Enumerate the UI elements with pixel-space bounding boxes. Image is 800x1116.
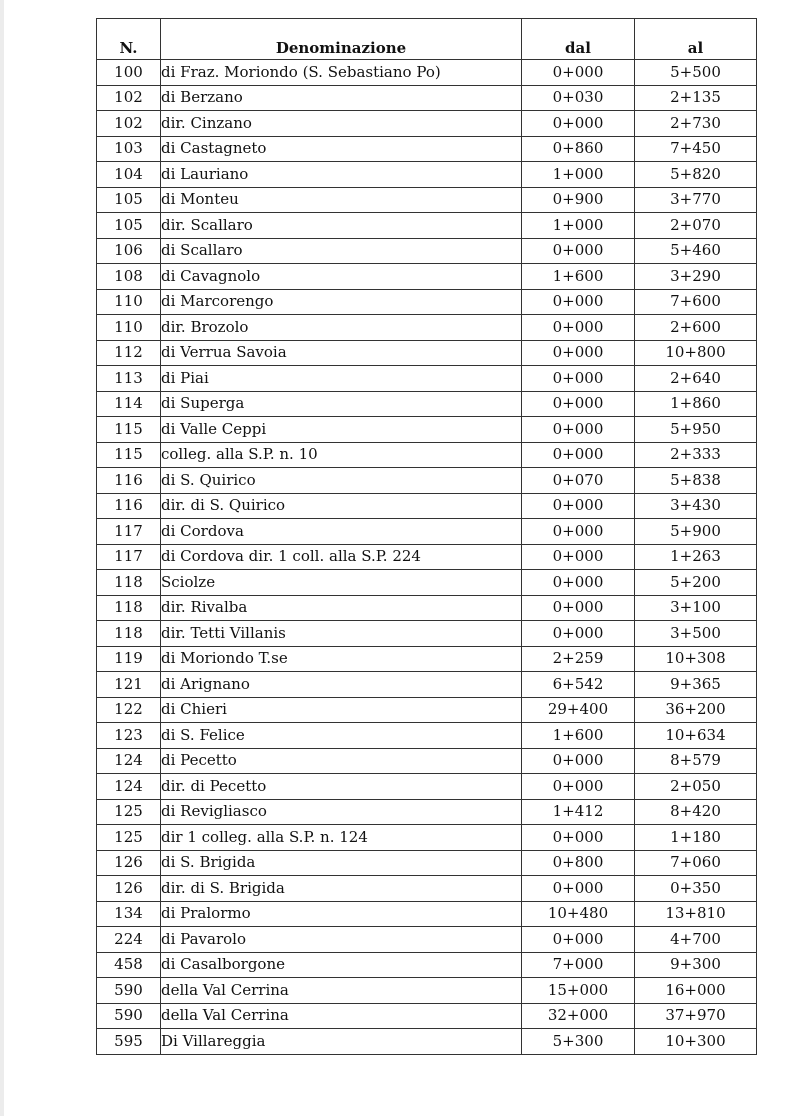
cell-name: dir. di Pecetto [161,774,522,800]
cell-dal: 1+600 [522,723,635,749]
cell-al: 10+300 [635,1029,757,1055]
cell-name: di Revigliasco [161,799,522,825]
table-row [97,136,757,162]
cell-num: 108 [97,264,161,290]
cell-num: 100 [97,60,161,86]
header-al: al [635,19,757,60]
cell-al: 1+860 [635,391,757,417]
cell-al: 5+200 [635,570,757,596]
cell-al: 2+050 [635,774,757,800]
cell-name: della Val Cerrina [161,1003,522,1029]
cell-name: dir. Scallaro [161,213,522,239]
cell-num: 114 [97,391,161,417]
header-row [97,19,757,60]
cell-name: colleg. alla S.P. n. 10 [161,442,522,468]
cell-dal: 0+000 [522,595,635,621]
cell-dal: 0+000 [522,570,635,596]
cell-name: dir. di S. Quirico [161,493,522,519]
cell-dal: 0+000 [522,825,635,851]
cell-name: di S. Felice [161,723,522,749]
cell-num: 126 [97,850,161,876]
cell-al: 8+579 [635,748,757,774]
cell-dal: 0+000 [522,927,635,953]
cell-al: 10+634 [635,723,757,749]
cell-dal: 2+259 [522,646,635,672]
cell-num: 590 [97,1003,161,1029]
cell-name: di Verrua Savoia [161,340,522,366]
table-row [97,111,757,137]
cell-name: di Pecetto [161,748,522,774]
cell-num: 458 [97,952,161,978]
table-row [97,340,757,366]
cell-num: 224 [97,927,161,953]
cell-dal: 0+000 [522,519,635,545]
cell-name: di Berzano [161,85,522,111]
cell-dal: 1+000 [522,162,635,188]
header-name: Denominazione [161,19,522,60]
cell-num: 110 [97,315,161,341]
cell-dal: 0+000 [522,621,635,647]
cell-al: 10+308 [635,646,757,672]
cell-name: di Moriondo T.se [161,646,522,672]
table-row [97,850,757,876]
cell-al: 5+900 [635,519,757,545]
table-row [97,391,757,417]
cell-name: Di Villareggia [161,1029,522,1055]
table-row [97,799,757,825]
cell-al: 3+100 [635,595,757,621]
cell-num: 115 [97,442,161,468]
table-row [97,264,757,290]
cell-al: 1+180 [635,825,757,851]
cell-name: di S. Quirico [161,468,522,494]
cell-al: 7+450 [635,136,757,162]
cell-dal: 0+070 [522,468,635,494]
cell-dal: 0+000 [522,289,635,315]
cell-al: 16+000 [635,978,757,1004]
cell-dal: 5+300 [522,1029,635,1055]
cell-dal: 0+000 [522,340,635,366]
cell-num: 122 [97,697,161,723]
roads-table [96,18,757,1055]
cell-name: di Scallaro [161,238,522,264]
cell-dal: 29+400 [522,697,635,723]
header-dal: dal [522,19,635,60]
cell-name: di Superga [161,391,522,417]
cell-dal: 0+000 [522,391,635,417]
cell-name: di Marcorengo [161,289,522,315]
table-row [97,748,757,774]
cell-num: 119 [97,646,161,672]
table-row [97,952,757,978]
table-row [97,646,757,672]
table-row [97,1003,757,1029]
cell-dal: 0+000 [522,111,635,137]
cell-al: 0+350 [635,876,757,902]
table-row [97,621,757,647]
cell-al: 7+600 [635,289,757,315]
cell-num: 118 [97,570,161,596]
cell-name: dir. Cinzano [161,111,522,137]
table-row [97,315,757,341]
cell-num: 105 [97,187,161,213]
table-row [97,723,757,749]
cell-al: 2+640 [635,366,757,392]
cell-al: 5+950 [635,417,757,443]
cell-name: dir 1 colleg. alla S.P. n. 124 [161,825,522,851]
cell-num: 123 [97,723,161,749]
cell-dal: 10+480 [522,901,635,927]
cell-name: di Castagneto [161,136,522,162]
table-row [97,238,757,264]
table-row [97,876,757,902]
table-row [97,774,757,800]
table-row [97,493,757,519]
cell-num: 110 [97,289,161,315]
cell-num: 116 [97,493,161,519]
cell-al: 10+800 [635,340,757,366]
cell-dal: 0+000 [522,442,635,468]
cell-num: 102 [97,85,161,111]
table-row [97,901,757,927]
table-row [97,289,757,315]
cell-al: 5+820 [635,162,757,188]
cell-dal: 0+000 [522,774,635,800]
cell-num: 117 [97,544,161,570]
cell-al: 3+770 [635,187,757,213]
cell-dal: 7+000 [522,952,635,978]
cell-dal: 1+600 [522,264,635,290]
table-body [97,60,757,1055]
cell-name: di Lauriano [161,162,522,188]
cell-al: 7+060 [635,850,757,876]
table-row [97,60,757,86]
table-row [97,442,757,468]
cell-name: di Cordova dir. 1 coll. alla S.P. 224 [161,544,522,570]
table-row [97,595,757,621]
cell-al: 5+838 [635,468,757,494]
cell-name: di Piai [161,366,522,392]
cell-dal: 1+000 [522,213,635,239]
cell-num: 124 [97,774,161,800]
cell-al: 13+810 [635,901,757,927]
cell-name: di Casalborgone [161,952,522,978]
table-row [97,672,757,698]
table-row [97,468,757,494]
cell-num: 590 [97,978,161,1004]
cell-name: dir. Rivalba [161,595,522,621]
cell-num: 104 [97,162,161,188]
cell-al: 1+263 [635,544,757,570]
cell-num: 113 [97,366,161,392]
cell-dal: 0+860 [522,136,635,162]
table-row [97,417,757,443]
cell-name: di Pavarolo [161,927,522,953]
cell-num: 117 [97,519,161,545]
cell-al: 5+500 [635,60,757,86]
cell-num: 106 [97,238,161,264]
table-row [97,187,757,213]
cell-name: Sciolze [161,570,522,596]
cell-num: 112 [97,340,161,366]
cell-dal: 15+000 [522,978,635,1004]
cell-num: 118 [97,595,161,621]
cell-dal: 0+800 [522,850,635,876]
cell-num: 116 [97,468,161,494]
cell-name: dir. Brozolo [161,315,522,341]
cell-al: 9+365 [635,672,757,698]
table-row [97,85,757,111]
cell-dal: 6+542 [522,672,635,698]
table-row [97,519,757,545]
table-row [97,697,757,723]
cell-dal: 32+000 [522,1003,635,1029]
table-row [97,978,757,1004]
cell-num: 118 [97,621,161,647]
cell-num: 103 [97,136,161,162]
cell-al: 2+600 [635,315,757,341]
cell-dal: 0+000 [522,366,635,392]
cell-name: di Pralormo [161,901,522,927]
cell-al: 37+970 [635,1003,757,1029]
cell-num: 126 [97,876,161,902]
cell-name: della Val Cerrina [161,978,522,1004]
cell-name: di Valle Ceppi [161,417,522,443]
header-num: N. [97,19,161,60]
table-row [97,570,757,596]
cell-al: 3+290 [635,264,757,290]
page-edge-shadow [0,0,4,1116]
table-row [97,1029,757,1055]
cell-dal: 0+000 [522,315,635,341]
table-row [97,366,757,392]
table-row [97,213,757,239]
cell-num: 125 [97,799,161,825]
cell-num: 125 [97,825,161,851]
cell-al: 2+333 [635,442,757,468]
cell-al: 3+430 [635,493,757,519]
cell-num: 121 [97,672,161,698]
cell-name: di Cordova [161,519,522,545]
cell-num: 105 [97,213,161,239]
cell-dal: 0+900 [522,187,635,213]
cell-num: 134 [97,901,161,927]
cell-name: di Fraz. Moriondo (S. Sebastiano Po) [161,60,522,86]
cell-num: 124 [97,748,161,774]
cell-al: 3+500 [635,621,757,647]
cell-al: 9+300 [635,952,757,978]
cell-dal: 0+000 [522,417,635,443]
cell-num: 595 [97,1029,161,1055]
table-row [97,825,757,851]
cell-dal: 0+000 [522,493,635,519]
table-row [97,544,757,570]
cell-al: 2+135 [635,85,757,111]
cell-name: di Chieri [161,697,522,723]
cell-dal: 0+000 [522,748,635,774]
table-row [97,162,757,188]
cell-name: dir. Tetti Villanis [161,621,522,647]
cell-name: di Arignano [161,672,522,698]
cell-al: 36+200 [635,697,757,723]
cell-dal: 0+030 [522,85,635,111]
cell-dal: 0+000 [522,60,635,86]
cell-name: di S. Brigida [161,850,522,876]
cell-al: 5+460 [635,238,757,264]
cell-dal: 0+000 [522,238,635,264]
cell-dal: 0+000 [522,544,635,570]
cell-name: di Cavagnolo [161,264,522,290]
cell-num: 102 [97,111,161,137]
cell-dal: 1+412 [522,799,635,825]
cell-al: 8+420 [635,799,757,825]
cell-name: dir. di S. Brigida [161,876,522,902]
cell-al: 2+070 [635,213,757,239]
cell-name: di Monteu [161,187,522,213]
cell-num: 115 [97,417,161,443]
cell-al: 4+700 [635,927,757,953]
table-row [97,927,757,953]
cell-al: 2+730 [635,111,757,137]
cell-dal: 0+000 [522,876,635,902]
